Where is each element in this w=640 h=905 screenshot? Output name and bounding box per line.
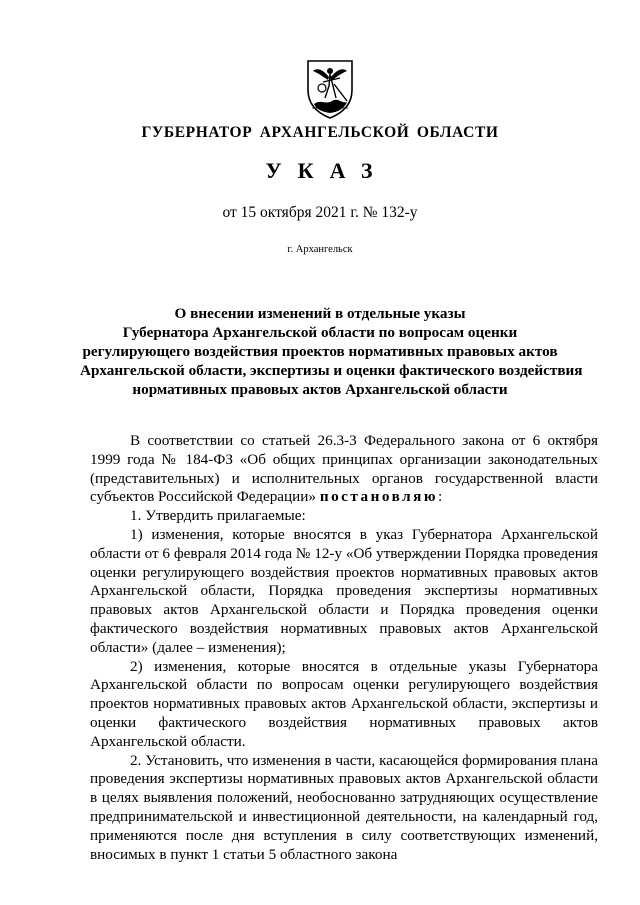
resolution-word: постановляю xyxy=(319,488,438,506)
issuing-authority: ГУБЕРНАТОР АРХАНГЕЛЬСКОЙ ОБЛАСТИ xyxy=(141,124,499,141)
preamble-paragraph xyxy=(90,432,598,507)
title-line: Архангельской области, экспертизы и оценки фактического воздействия xyxy=(80,362,583,379)
clause-1-subitem-1: 1) изменения, которые вносятся в указ Губернатора Архангельской области от 6 февраля 2014 года № 12-у «Об утверждении Порядка проведения оценки регулирующего воздействия проектов нормативных правовых актов Архангельской области, Порядка проведения экспертизы нормативных правовых актов Архангельской области и Порядка проведения оценки фактического воздействия нормативных правовых актов Архангельской области» (далее – изменения); xyxy=(90,525,598,656)
title-line: О внесении изменений в отдельные указы xyxy=(174,305,466,322)
title-line: нормативных правовых актов Архангельской области xyxy=(132,381,508,398)
clause-2: 2. Установить, что изменения в части, касающейся формирования плана проведения экспертизы нормативных правовых актов Архангельской области в целях выявления положений, необоснованно затрудняющих осуществление предпринимательской и инвестиционной деятельности, на календарный год, применяются после дня вступления в силу соответствующих изменений, вносимых в пункт 1 статьи 5 областного закона xyxy=(90,751,598,863)
title-line: регулирующего воздействия проектов нормативных правовых актов xyxy=(82,343,558,360)
title-line: Губернатора Архангельской области по вопросам оценки xyxy=(122,324,518,341)
place-of-issue: г. Архангельск xyxy=(287,244,353,255)
clause-1-subitem-2: 2) изменения, которые вносятся в отдельные указы Губернатора Архангельской области по вопросам оценки регулирующего воздействия проектов нормативных правовых актов Архангельской области, экспертизы и оценки фактического воздействия нормативных правовых актов Архангельской области. xyxy=(90,657,598,750)
arkhangelsk-coat-of-arms-icon xyxy=(300,58,360,120)
clause-1: 1. Утвердить прилагаемые: xyxy=(130,507,306,525)
resolution-colon: : xyxy=(437,488,443,506)
date-and-number: от 15 октября 2021 г. № 132-у xyxy=(222,204,418,221)
document-body xyxy=(90,432,598,864)
document-title xyxy=(80,304,583,399)
preamble-text: В соответствии со статьей 26.3-3 Федерального закона от 6 октября 1999 года № 184-ФЗ «Об общих принципах организации законодательных (представительных) и исполнительных органов государственной власти субъектов Российской Федерации» xyxy=(90,432,598,506)
document-type: УКАЗ xyxy=(265,158,389,183)
